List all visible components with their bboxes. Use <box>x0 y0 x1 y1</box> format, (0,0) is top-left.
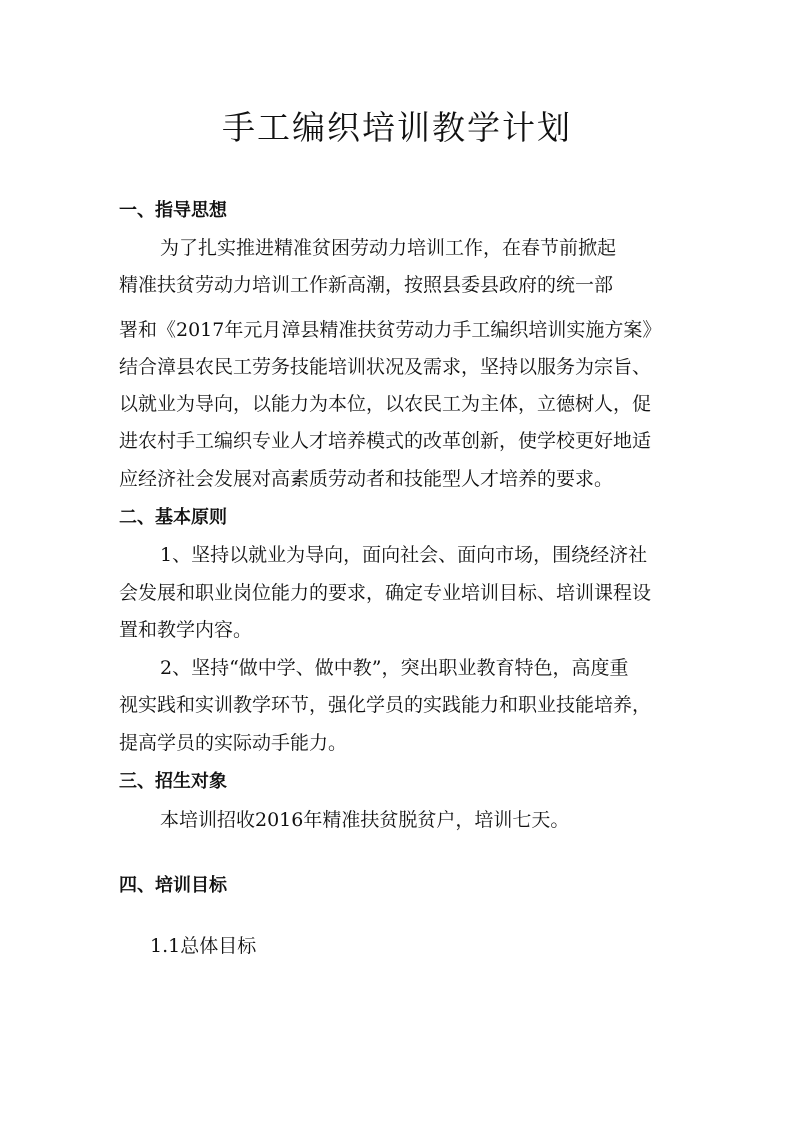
paragraph-line: 署和《2017年元月漳县精准扶贫劳动力手工编织培训实施方案》 <box>119 319 662 341</box>
section-heading-guiding-ideology: 一、指导思想 <box>119 200 227 221</box>
paragraph-line: 提高学员的实际动手能力。 <box>119 732 348 754</box>
paragraph-line: 应经济社会发展对高素质劳动者和技能型人才培养的要求。 <box>119 468 614 490</box>
document-title: 手工编织培训教学计划 <box>222 108 572 147</box>
section-heading-basic-principles: 二、基本原则 <box>119 507 227 528</box>
section-heading-enrollment-target: 三、招生对象 <box>119 771 227 792</box>
paragraph-line: 2、坚持“做中学、做中教”，突出职业教育特色，高度重 <box>160 657 629 679</box>
paragraph-line: 精准扶贫劳动力培训工作新高潮，按照县委县政府的统一部 <box>119 274 614 296</box>
subsection-heading: 1.1总体目标 <box>150 935 257 957</box>
paragraph-line: 会发展和职业岗位能力的要求，确定专业培训目标、培训课程设 <box>119 582 652 604</box>
paragraph-line: 本培训招收2016年精准扶贫脱贫户，培训七天。 <box>160 809 570 831</box>
paragraph-line: 视实践和实训教学环节，强化学员的实践能力和职业技能培养， <box>119 694 652 716</box>
paragraph-line: 1、坚持以就业为导向，面向社会、面向市场，围绕经济社 <box>160 544 648 566</box>
paragraph-line: 结合漳县农民工劳务技能培训状况及需求，坚持以服务为宗旨、 <box>119 356 652 378</box>
paragraph-line: 进农村手工编织专业人才培养模式的改革创新，使学校更好地适 <box>119 430 652 452</box>
section-heading-training-objectives: 四、培训目标 <box>119 875 227 896</box>
paragraph-line: 以就业为导向，以能力为本位，以农民工为主体，立德树人，促 <box>119 393 652 415</box>
paragraph-line: 置和教学内容。 <box>119 619 253 641</box>
paragraph-line: 为了扎实推进精准贫困劳动力培训工作，在春节前掀起 <box>160 237 617 259</box>
